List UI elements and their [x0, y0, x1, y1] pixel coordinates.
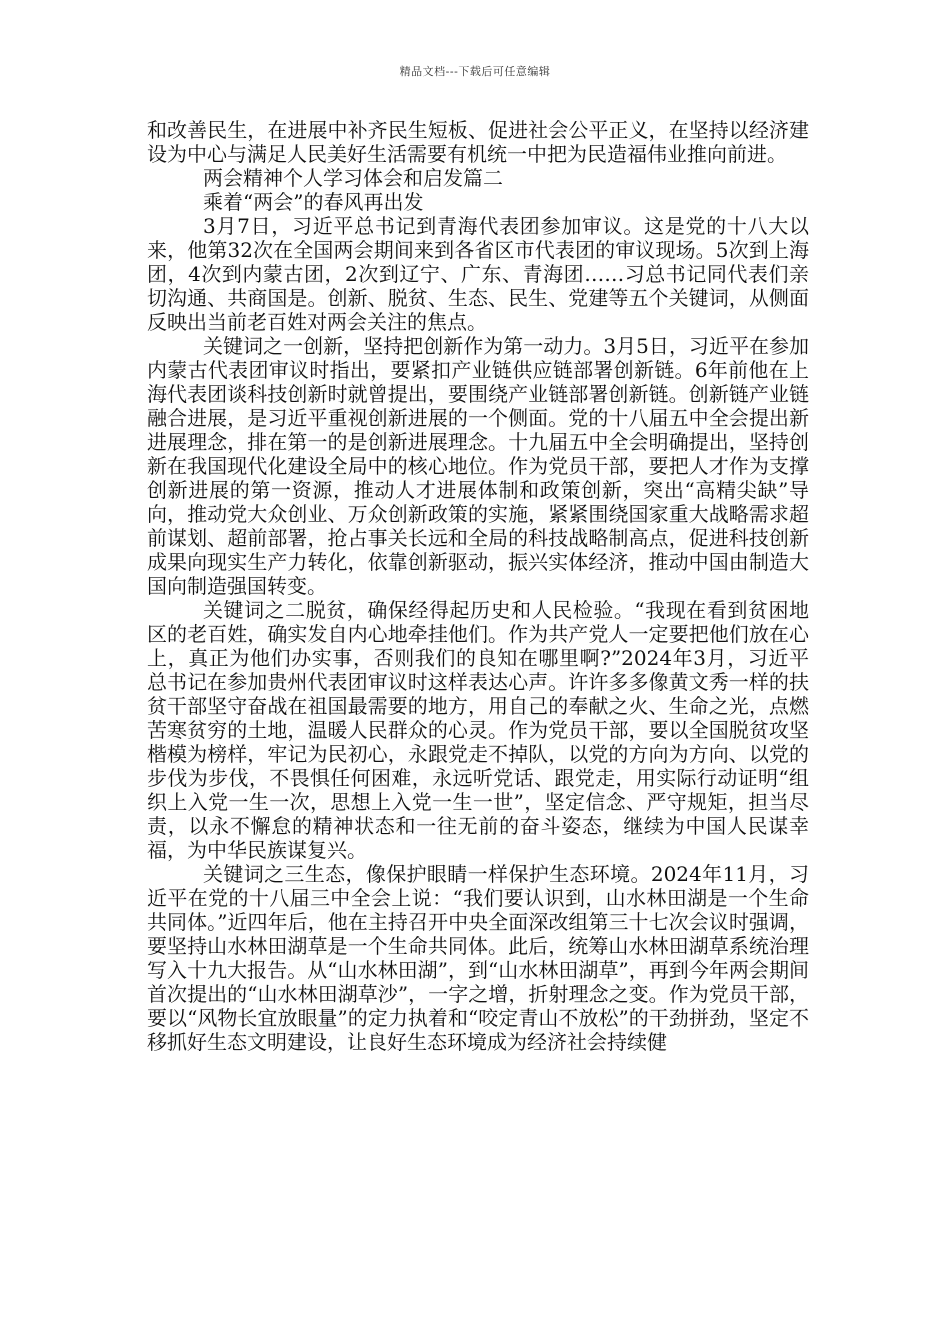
paragraph-innovation: 关键词之一创新，坚持把创新作为第一动力。3月5日，习近平在参加内蒙古代表团审议时指出，要紧扣产业链供应链部署创新链。6年前他在上海代表团谈科技创新时就曾提出，要围绕产业链部署创新链。创新链产业链融合进展，是习近平重视创新进展的一个侧面。党的十八届五中全会提出新进展理念，排在第一的是创新进展理念。十九届五中全会明确提出，坚持创新在我国现代化建设全局中的核心地位。作为党员干部，要把人才作为支撑创新进展的第一资源，推动人才进展体制和政策创新，突出“高精尖缺”导向，推动党大众创业、万众创新政策的实施，紧紧围绕国家重大战略需求超前谋划、超前部署，抢占事关长远和全局的科技战略制高点，促进科技创新成果向现实生产力转化，依靠创新驱动，振兴实体经济，推动中国由制造大国向制造强国转变。 [147, 334, 809, 598]
paragraph-continuation: 和改善民生，在进展中补齐民生短板、促进社会公平正义，在坚持以经济建设为中心与满足人民美好生活需要有机统一中把为民造福伟业推向前进。 [147, 118, 809, 166]
page-header: 精品文档---下载后可任意编辑 [399, 65, 551, 78]
paragraph-poverty: 关键词之二脱贫，确保经得起历史和人民检验。“我现在看到贫困地区的老百姓，确实发自内心地牵挂他们。作为共产党人一定要把他们放在心上，真正为他们办实事，否则我们的良知在哪里啊?”2024年3月，习近平总书记在参加贵州代表团审议时这样表达心声。许许多多像黄文秀一样的扶贫干部坚守奋战在祖国最需要的地方，用自己的奉献之火、生命之光，点燃苦寒贫穷的土地，温暖人民群众的心灵。作为党员干部，要以全国脱贫攻坚楷模为榜样，牢记为民初心，永跟党走不掉队，以党的方向为方向、以党的步伐为步伐，不畏惧任何困难，永远听党话、跟党走，用实际行动证明“组织上入党一生一次，思想上入党一生一世”，坚定信念、严守规矩，担当尽责，以永不懈怠的精神状态和一往无前的奋斗姿态，继续为中国人民谋幸福，为中华民族谋复兴。 [147, 598, 809, 862]
paragraph-intro: 3月7日，习近平总书记到青海代表团参加审议。这是党的十八大以来，他第32次在全国两会期间来到各省区市代表团的审议现场。5次到上海团，4次到内蒙古团，2次到辽宁、广东、青海团……习总书记同代表们亲切沟通、共商国是。创新、脱贫、生态、民生、党建等五个关键词，从侧面反映出当前老百姓对两会关注的焦点。 [147, 214, 809, 334]
section-title: 两会精神个人学习体会和启发篇二 [203, 166, 503, 190]
paragraph-ecology: 关键词之三生态，像保护眼睛一样保护生态环境。2024年11月，习近平在党的十八届三中全会上说：“我们要认识到，山水林田湖是一个生命共同体。”近四年后，他在主持召开中央全面深改组第三十七次会议时强调，要坚持山水林田湖草是一个生命共同体。此后，统筹山水林田湖草系统治理写入十九大报告。从“山水林田湖”，到“山水林田湖草”，再到今年两会期间首次提出的“山水林田湖草沙”，一字之增，折射理念之变。作为党员干部，要以“风物长宜放眼量”的定力执着和“咬定青山不放松”的干劲拼劲，坚定不移抓好生态文明建设，让良好生态环境成为经济社会持续健 [147, 862, 809, 1054]
document-body [147, 118, 809, 1054]
section-subtitle: 乘着“两会”的春风再出发 [203, 190, 424, 214]
